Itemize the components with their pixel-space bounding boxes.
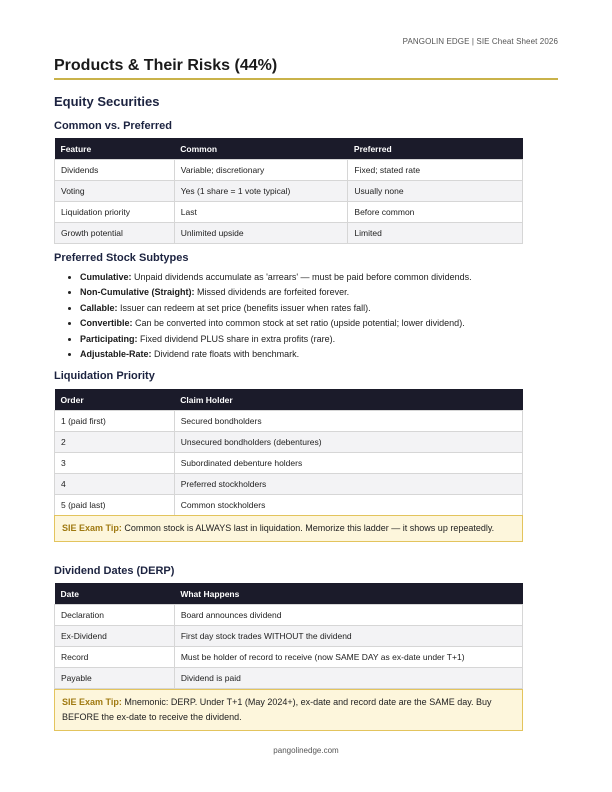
exam-tip-dividend-dates <box>54 689 523 731</box>
list-item <box>80 285 560 300</box>
table-header-row <box>55 138 523 160</box>
table-row <box>55 202 523 223</box>
table-liquidation-priority <box>54 389 523 516</box>
heading-liquidation-priority: Liquidation Priority <box>54 370 155 382</box>
table-cell: 1 (paid first) <box>55 411 175 432</box>
section-heading-equity: Equity Securities <box>54 94 160 109</box>
table-cell: Ex-Dividend <box>55 626 175 647</box>
table-cell: Fixed; stated rate <box>348 160 523 181</box>
list-item <box>80 301 560 316</box>
list-item-text: Fixed dividend PLUS share in extra profits (rare). <box>137 333 336 344</box>
table-row <box>55 223 523 244</box>
table-header-row <box>55 583 523 605</box>
table-cell: 5 (paid last) <box>55 495 175 516</box>
list-item-term: Non-Cumulative (Straight): <box>80 287 195 298</box>
table-cell: 4 <box>55 474 175 495</box>
table-cell: Yes (1 share = 1 vote typical) <box>174 181 348 202</box>
heading-preferred-subtypes: Preferred Stock Subtypes <box>54 252 189 264</box>
list-item <box>80 316 560 331</box>
table-cell: Subordinated debenture holders <box>174 453 522 474</box>
list-item <box>80 270 560 285</box>
table-cell: Secured bondholders <box>174 411 522 432</box>
list-item-term: Cumulative: <box>80 272 132 282</box>
table-row <box>55 432 523 453</box>
table-cell: Variable; discretionary <box>174 160 348 181</box>
list-item-term: Participating: <box>80 333 138 344</box>
table-row <box>55 495 523 516</box>
list-item-term: Convertible: <box>80 318 133 329</box>
tip-label: SIE Exam Tip: <box>62 697 122 707</box>
list-item-text: Missed dividends are forfeited forever. <box>194 287 350 298</box>
table-cell: Usually none <box>348 181 523 202</box>
table-cell: Dividends <box>55 160 175 181</box>
column-header: Common <box>174 138 348 160</box>
page-title: Products & Their Risks (44%) <box>54 57 558 80</box>
table-cell: 3 <box>55 453 175 474</box>
list-item-text: Issuer can redeem at set price (benefits issuer when rates fall). <box>117 302 371 313</box>
list-item-text: Dividend rate floats with benchmark. <box>151 349 300 360</box>
table-cell: First day stock trades WITHOUT the dividend <box>174 626 522 647</box>
list-item <box>80 332 560 347</box>
table-row <box>55 181 523 202</box>
running-header: PANGOLIN EDGE | SIE Cheat Sheet 2026 <box>402 37 558 46</box>
preferred-subtypes-list <box>54 270 560 362</box>
table-cell: Declaration <box>55 605 175 626</box>
list-item-text: Can be converted into common stock at set ratio (upside potential; lower dividend). <box>132 318 465 329</box>
table-cell: Liquidation priority <box>55 202 175 223</box>
table-cell: Dividend is paid <box>174 668 522 689</box>
table-cell: Limited <box>348 223 523 244</box>
column-header: What Happens <box>174 583 522 605</box>
tip-label: SIE Exam Tip: <box>62 523 122 533</box>
table-cell: Common stockholders <box>174 495 522 516</box>
column-header: Preferred <box>348 138 523 160</box>
table-cell: Board announces dividend <box>174 605 522 626</box>
heading-dividend-dates: Dividend Dates (DERP) <box>54 565 175 577</box>
table-cell: Payable <box>55 668 175 689</box>
table-row <box>55 668 523 689</box>
table-row <box>55 474 523 495</box>
list-item-term: Callable: <box>80 302 118 313</box>
table-cell: Voting <box>55 181 175 202</box>
table-cell: Must be holder of record to receive (now SAME DAY as ex-date under T+1) <box>174 647 522 668</box>
table-cell: Preferred stockholders <box>174 474 522 495</box>
table-row <box>55 647 523 668</box>
table-row <box>55 626 523 647</box>
table-row <box>55 453 523 474</box>
column-header: Feature <box>55 138 175 160</box>
exam-tip-liquidation <box>54 515 523 542</box>
footer-url: pangolinedge.com <box>273 746 339 755</box>
table-row <box>55 605 523 626</box>
column-header: Order <box>55 389 175 411</box>
heading-common-vs-preferred: Common vs. Preferred <box>54 120 172 132</box>
table-cell: Last <box>174 202 348 223</box>
tip-text: Mnemonic: DERP. Under T+1 (May 2024+), ex-date and record date are the SAME day. Buy BEFORE the ex-date to receive the dividend. <box>62 697 492 722</box>
table-cell: Unsecured bondholders (debentures) <box>174 432 522 453</box>
table-cell: Growth potential <box>55 223 175 244</box>
table-cell: Before common <box>348 202 523 223</box>
table-cell: Unlimited upside <box>174 223 348 244</box>
tip-text: Common stock is ALWAYS last in liquidation. Memorize this ladder — it shows up repeatedly. <box>121 523 495 533</box>
table-header-row <box>55 389 523 411</box>
table-cell: Record <box>55 647 175 668</box>
column-header: Claim Holder <box>174 389 522 411</box>
table-cell: 2 <box>55 432 175 453</box>
list-item-text: Unpaid dividends accumulate as 'arrears' — must be paid before common dividends. <box>131 272 472 282</box>
table-row <box>55 160 523 181</box>
table-common-vs-preferred <box>54 138 523 244</box>
list-item-term: Adjustable-Rate: <box>80 349 152 360</box>
column-header: Date <box>55 583 175 605</box>
table-row <box>55 411 523 432</box>
list-item <box>80 347 560 362</box>
table-dividend-dates <box>54 583 523 689</box>
